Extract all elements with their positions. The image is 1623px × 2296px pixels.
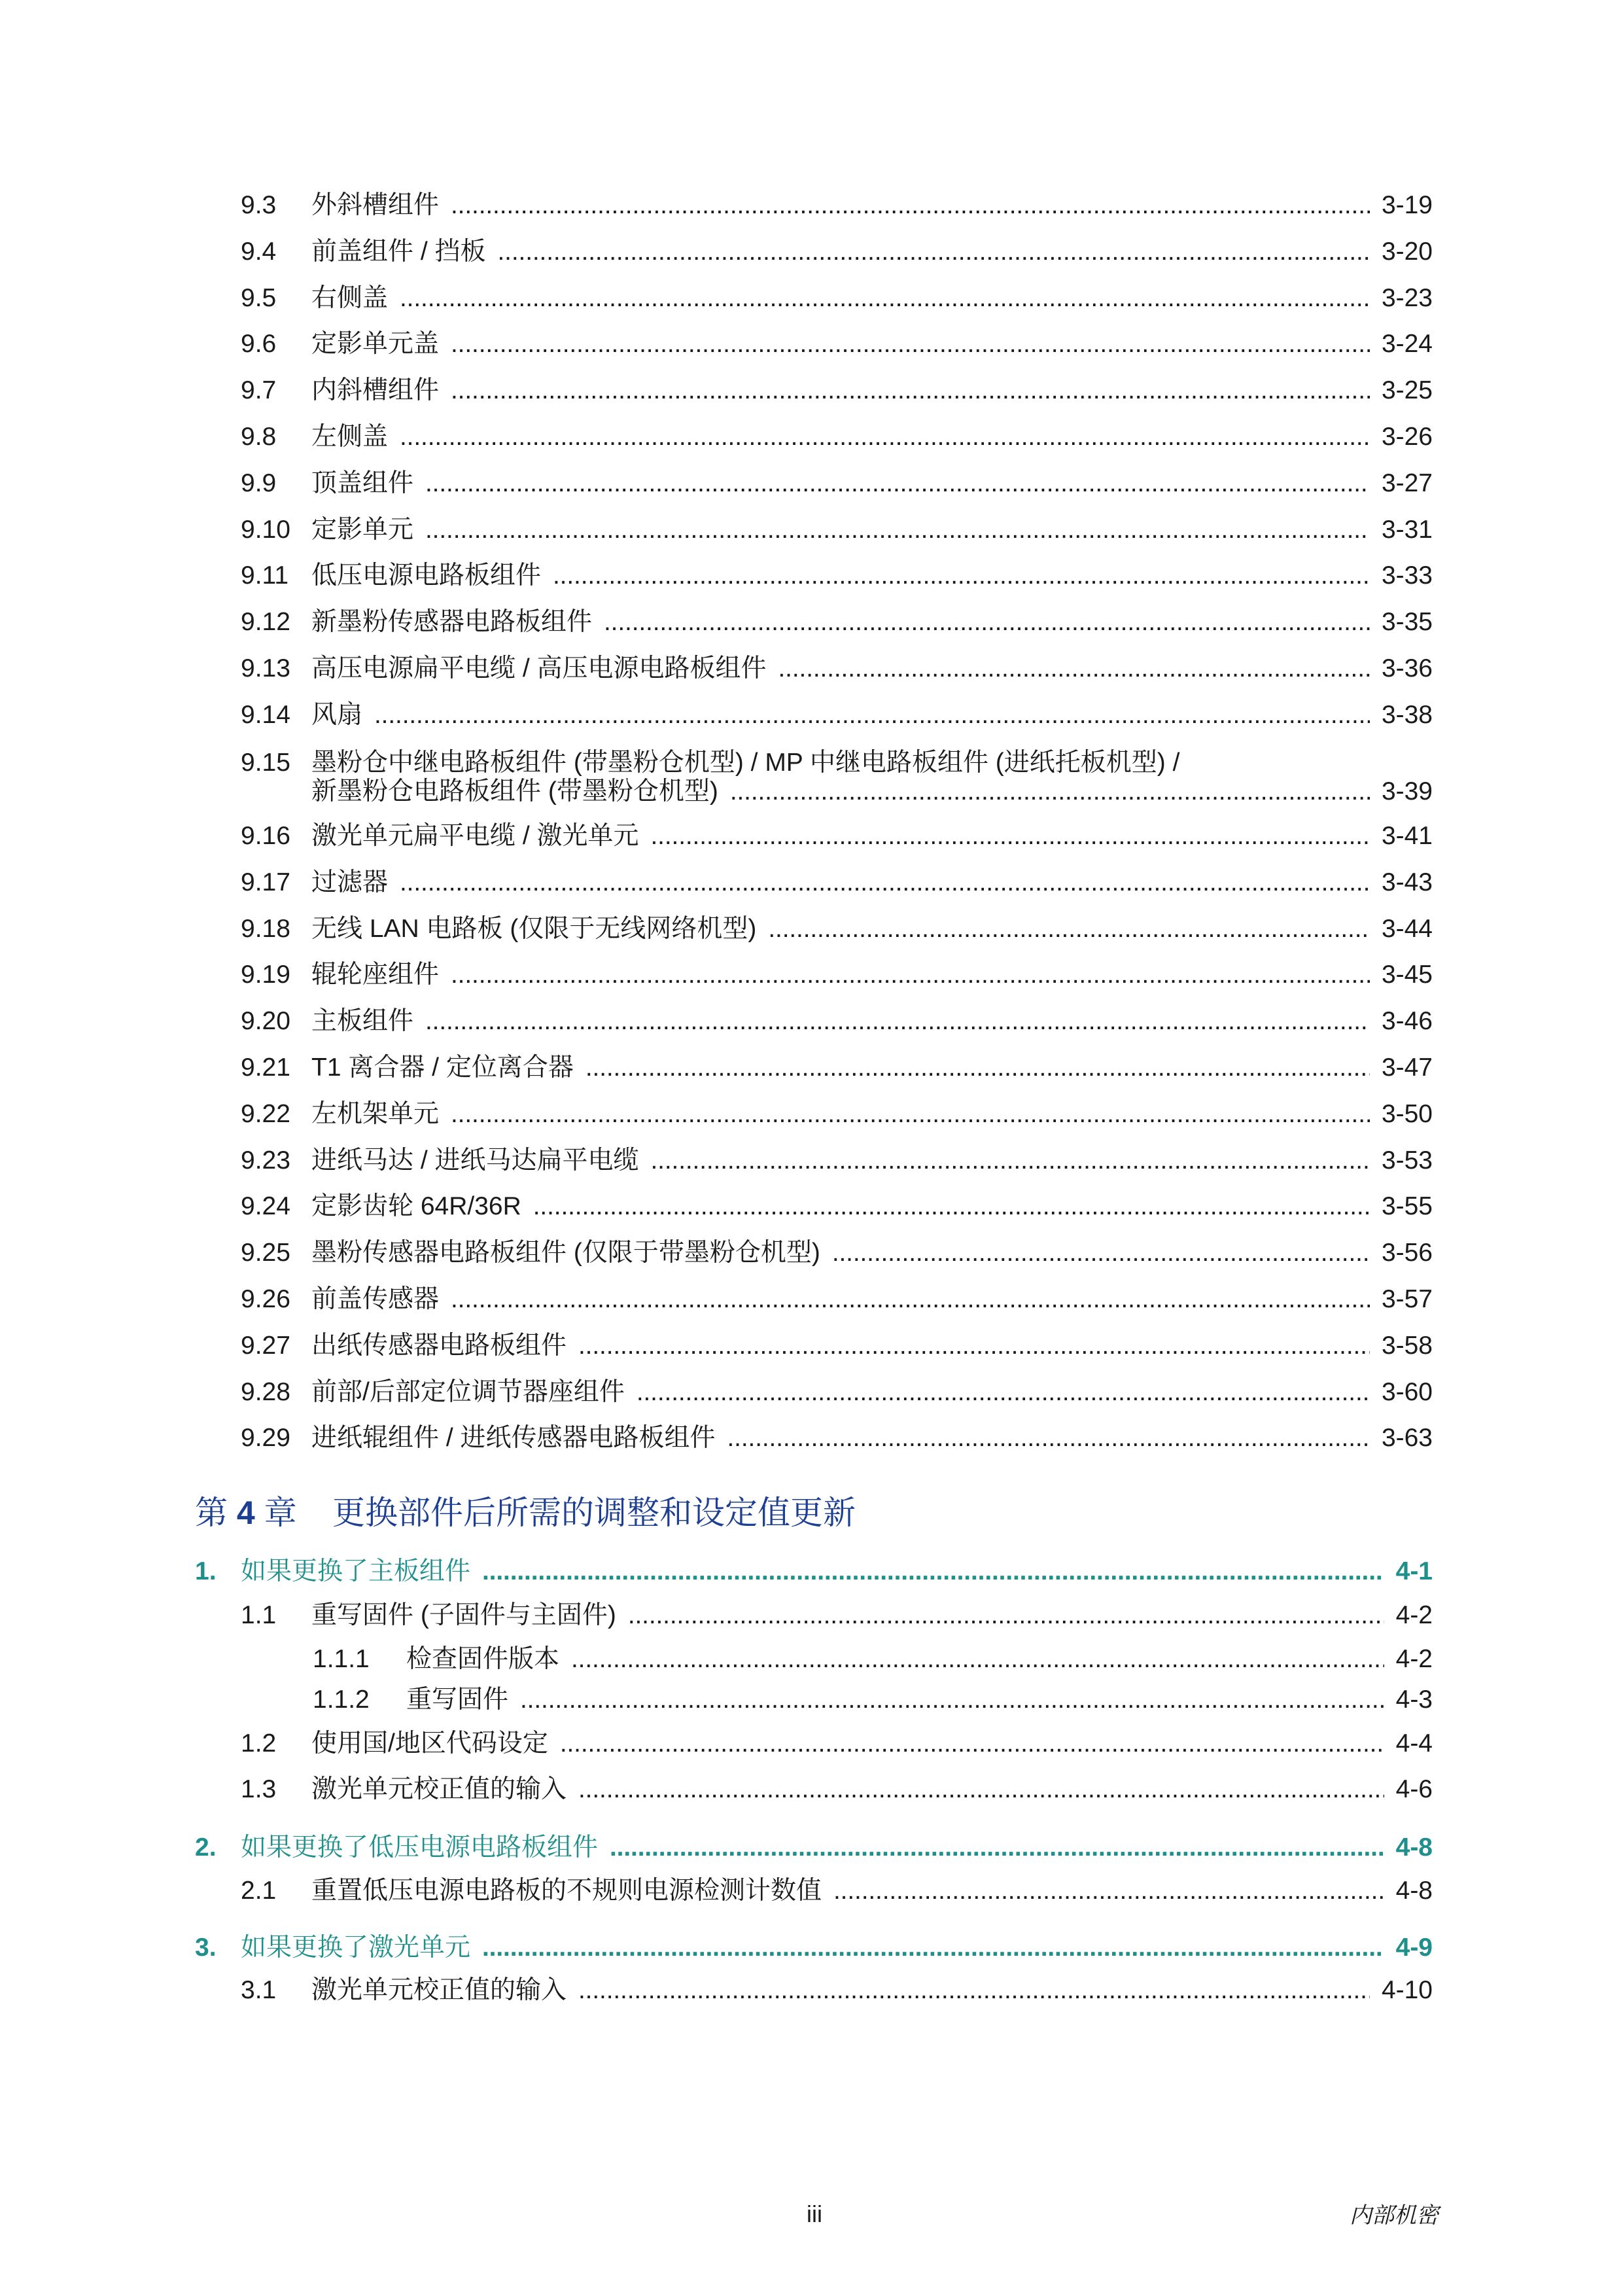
toc-entry-3-1[interactable] xyxy=(241,1975,1433,2006)
toc-entry-page: 4-2 xyxy=(1395,1645,1433,1673)
toc-entry-page: 3-63 xyxy=(1381,1424,1433,1453)
toc-entry-number: 9.18 xyxy=(241,914,290,943)
toc-entry-9-14[interactable] xyxy=(241,699,1433,731)
toc-entry-title: 无线 LAN 电路板 (仅限于无线网络机型) xyxy=(311,914,757,943)
toc-entry-number: 9.19 xyxy=(241,961,290,989)
toc-entry-9-3[interactable] xyxy=(241,190,1433,221)
toc-entry-page: 3-25 xyxy=(1381,376,1433,405)
toc-entry-9-26[interactable] xyxy=(241,1284,1433,1315)
toc-entry-page: 3-58 xyxy=(1381,1331,1433,1360)
toc-entry-number: 9.7 xyxy=(241,376,277,405)
toc-entry-9-7[interactable] xyxy=(241,375,1433,406)
toc-leader-dots xyxy=(833,1875,1384,1907)
toc-entry-page: 3-47 xyxy=(1381,1053,1433,1082)
toc-leader-dots xyxy=(637,1377,1370,1408)
toc-entry-page: 3-27 xyxy=(1381,468,1433,497)
toc-section-page: 4-8 xyxy=(1395,1833,1433,1862)
toc-entry-9-15[interactable] xyxy=(241,747,1433,779)
toc-leader-dots xyxy=(451,375,1370,406)
toc-section-page: 4-9 xyxy=(1395,1934,1433,1962)
toc-leader-dots xyxy=(768,913,1370,945)
toc-entry-title: 重置低压电源电路板的不规则电源检测计数值 xyxy=(311,1877,822,1905)
toc-entry-number: 9.26 xyxy=(241,1285,290,1313)
toc-entry-number: 1.1.1 xyxy=(313,1645,370,1673)
toc-leader-dots xyxy=(498,236,1370,268)
toc-leader-dots xyxy=(451,328,1370,360)
toc-entry-9-9[interactable] xyxy=(241,468,1433,499)
toc-entry-page: 3-55 xyxy=(1381,1192,1433,1221)
toc-entry-number: 9.6 xyxy=(241,330,277,359)
toc-entry-9-12[interactable] xyxy=(241,607,1433,638)
toc-leader-dots xyxy=(451,1099,1370,1130)
toc-entry-number: 9.22 xyxy=(241,1099,290,1128)
toc-section-2[interactable] xyxy=(195,1832,1433,1863)
toc-entry-number: 9.4 xyxy=(241,237,277,266)
toc-entry-title: 使用国/地区代码设定 xyxy=(311,1729,548,1757)
toc-entry-title: 进纸辊组件 / 进纸传感器电路板组件 xyxy=(311,1424,716,1453)
toc-entry-9-20[interactable] xyxy=(241,1006,1433,1037)
toc-section-title: 如果更换了主板组件 xyxy=(241,1557,471,1585)
toc-entry-title: 新墨粉传感器电路板组件 xyxy=(311,608,593,637)
toc-entry-page: 3-35 xyxy=(1381,608,1433,637)
toc-section-title: 如果更换了低压电源电路板组件 xyxy=(241,1833,599,1862)
toc-entry-number: 9.20 xyxy=(241,1007,290,1036)
toc-entry-page: 3-50 xyxy=(1381,1099,1433,1128)
toc-leader-dots xyxy=(400,421,1370,453)
toc-entry-title: 右侧盖 xyxy=(311,283,389,312)
toc-entry-page: 3-33 xyxy=(1381,561,1433,590)
toc-entry-page: 3-24 xyxy=(1381,330,1433,359)
toc-leader-dots xyxy=(425,1006,1370,1037)
toc-entry-number: 9.17 xyxy=(241,868,290,896)
footer-page-number: iii xyxy=(807,2200,822,2227)
toc-entry-number: 9.10 xyxy=(241,515,290,544)
toc-entry-page: 4-6 xyxy=(1395,1775,1433,1803)
toc-entry-page: 4-3 xyxy=(1395,1686,1433,1714)
toc-entry-page: 3-26 xyxy=(1381,423,1433,451)
toc-leader-dots xyxy=(832,1237,1370,1269)
toc-entry-9-17[interactable] xyxy=(241,867,1433,898)
toc-entry-title: T1 离合器 / 定位离合器 xyxy=(311,1053,574,1082)
toc-leader-dots xyxy=(400,283,1370,314)
toc-entry-9-27[interactable] xyxy=(241,1330,1433,1362)
toc-entry-title: 前盖组件 / 挡板 xyxy=(311,237,486,266)
toc-entry-number: 9.5 xyxy=(241,283,277,312)
toc-leader-dots xyxy=(585,1052,1370,1084)
toc-entry-number: 9.15 xyxy=(241,749,290,777)
toc-entry-title: 主板组件 xyxy=(311,1007,414,1036)
toc-entry-title: 过滤器 xyxy=(311,868,389,896)
toc-leader-dots xyxy=(578,1330,1370,1362)
toc-entry-9-21[interactable] xyxy=(241,1052,1433,1084)
toc-section-number: 2. xyxy=(195,1833,217,1862)
toc-entry-9-29[interactable] xyxy=(241,1422,1433,1454)
toc-section-page: 4-1 xyxy=(1395,1557,1433,1585)
toc-entry-title: 左机架单元 xyxy=(311,1099,440,1128)
toc-entry-page: 3-53 xyxy=(1381,1146,1433,1174)
toc-entry-page: 3-23 xyxy=(1381,283,1433,312)
toc-entry-1-1[interactable] xyxy=(241,1600,1433,1631)
toc-entry-number: 9.12 xyxy=(241,608,290,637)
toc-entry-number: 9.11 xyxy=(241,561,289,590)
toc-entry-title: 风扇 xyxy=(311,700,363,729)
toc-leader-dots xyxy=(578,1774,1384,1805)
toc-entry-number: 9.24 xyxy=(241,1192,290,1221)
toc-entry-page: 3-45 xyxy=(1381,961,1433,989)
toc-entry-number: 3.1 xyxy=(241,1976,277,2004)
toc-entry-number: 1.3 xyxy=(241,1775,277,1803)
toc-entry-number: 9.27 xyxy=(241,1331,290,1360)
toc-leader-dots xyxy=(651,821,1370,852)
toc-entry-9-22[interactable] xyxy=(241,1099,1433,1130)
toc-entry-page: 3-43 xyxy=(1381,868,1433,896)
toc-entry-page: 4-8 xyxy=(1395,1877,1433,1905)
toc-leader-dots xyxy=(730,776,1370,807)
toc-entry-9-10[interactable] xyxy=(241,514,1433,546)
toc-entry-number: 9.8 xyxy=(241,423,277,451)
toc-leader-dots xyxy=(778,653,1370,684)
toc-section-number: 3. xyxy=(195,1934,217,1962)
toc-leader-dots xyxy=(520,1684,1384,1716)
chapter-number xyxy=(195,1492,332,1534)
toc-entry-title: 高压电源扁平电缆 / 高压电源电路板组件 xyxy=(311,654,767,682)
toc-entry-title: 顶盖组件 xyxy=(311,468,414,497)
toc-entry-title: 外斜槽组件 xyxy=(311,191,440,219)
toc-entry-number: 9.9 xyxy=(241,468,277,497)
toc-entry-9-15-line2[interactable] xyxy=(241,776,1433,807)
toc-leader-dots xyxy=(610,1832,1384,1863)
chapter-label-num: 4 xyxy=(236,1494,255,1531)
toc-entry-title: 激光单元校正值的输入 xyxy=(311,1976,567,2004)
chapter-label-post: 章 xyxy=(264,1494,297,1531)
toc-entry-number: 1.2 xyxy=(241,1729,277,1757)
toc-entry-title-line1: 墨粉仓中继电路板组件 (带墨粉仓机型) / MP 中继电路板组件 (进纸托板机型) / xyxy=(311,749,1180,777)
toc-section-3[interactable] xyxy=(195,1932,1433,1964)
toc-entry-title: 墨粉传感器电路板组件 (仅限于带墨粉仓机型) xyxy=(311,1239,820,1267)
toc-leader-dots xyxy=(374,699,1370,731)
toc-entry-number: 9.28 xyxy=(241,1377,290,1406)
toc-entry-number: 1.1 xyxy=(241,1601,277,1629)
toc-leader-dots xyxy=(651,1145,1370,1176)
toc-entry-page: 3-31 xyxy=(1381,515,1433,544)
toc-entry-title: 检查固件版本 xyxy=(406,1645,560,1673)
toc-entry-page: 4-2 xyxy=(1395,1601,1433,1629)
toc-entry-1-1-1[interactable] xyxy=(313,1644,1433,1675)
toc-entry-page: 3-57 xyxy=(1381,1285,1433,1313)
toc-leader-dots xyxy=(482,1556,1384,1587)
toc-entry-title: 出纸传感器电路板组件 xyxy=(311,1331,567,1360)
toc-entry-page: 3-41 xyxy=(1381,822,1433,850)
toc-entry-title: 激光单元校正值的输入 xyxy=(311,1775,567,1803)
toc-entry-9-4[interactable] xyxy=(241,236,1433,268)
toc-entry-2-1[interactable] xyxy=(241,1875,1433,1907)
toc-entry-number: 1.1.2 xyxy=(313,1686,370,1714)
toc-leader-dots xyxy=(578,1975,1370,2006)
toc-entry-title: 辊轮座组件 xyxy=(311,961,440,989)
toc-entry-title: 重写固件 (子固件与主固件) xyxy=(311,1601,616,1629)
toc-leader-dots xyxy=(560,1728,1384,1759)
chapter-label-pre: 第 xyxy=(195,1494,228,1531)
toc-entry-1-2[interactable] xyxy=(241,1728,1433,1759)
toc-entry-title: 激光单元扁平电缆 / 激光单元 xyxy=(311,822,639,850)
toc-leader-dots xyxy=(400,867,1370,898)
toc-entry-page: 3-20 xyxy=(1381,237,1433,266)
toc-entry-title: 前盖传感器 xyxy=(311,1285,440,1313)
toc-entry-1-3[interactable] xyxy=(241,1774,1433,1805)
toc-entry-number: 2.1 xyxy=(241,1877,277,1905)
toc-entry-9-5[interactable] xyxy=(241,283,1433,314)
toc-entry-number: 9.13 xyxy=(241,654,290,682)
toc-entry-9-28[interactable] xyxy=(241,1377,1433,1408)
toc-entry-page: 3-56 xyxy=(1381,1239,1433,1267)
toc-leader-dots xyxy=(482,1932,1384,1964)
toc-entry-title: 定影齿轮 64R/36R xyxy=(311,1192,521,1221)
toc-leader-dots xyxy=(571,1644,1384,1675)
toc-entry-title: 左侧盖 xyxy=(311,423,389,451)
chapter-title: 更换部件后所需的调整和设定值更新 xyxy=(332,1494,856,1531)
toc-entry-page: 3-36 xyxy=(1381,654,1433,682)
toc-entry-page: 4-4 xyxy=(1395,1729,1433,1757)
toc-leader-dots xyxy=(425,514,1370,546)
toc-leader-dots xyxy=(553,560,1370,592)
toc-entry-9-13[interactable] xyxy=(241,653,1433,684)
toc-entry-number: 9.23 xyxy=(241,1146,290,1174)
toc-entry-9-16[interactable] xyxy=(241,821,1433,852)
toc-leader-dots xyxy=(451,959,1370,991)
toc-entry-9-18[interactable] xyxy=(241,913,1433,945)
toc-section-title: 如果更换了激光单元 xyxy=(241,1934,471,1962)
toc-entry-page: 3-19 xyxy=(1381,191,1433,219)
toc-entry-9-6[interactable] xyxy=(241,328,1433,360)
toc-leader-dots xyxy=(533,1191,1370,1222)
footer-confidential-label: 内部机密 xyxy=(1350,2202,1439,2229)
toc-entry-1-1-2[interactable] xyxy=(313,1684,1433,1716)
toc-entry-9-23[interactable] xyxy=(241,1145,1433,1176)
toc-entry-title: 低压电源电路板组件 xyxy=(311,561,542,590)
toc-entry-9-25[interactable] xyxy=(241,1237,1433,1269)
toc-section-number: 1. xyxy=(195,1557,217,1585)
toc-entry-number: 9.29 xyxy=(241,1424,290,1453)
toc-entry-number: 9.25 xyxy=(241,1239,290,1267)
toc-entry-9-11[interactable] xyxy=(241,560,1433,592)
toc-entry-title: 前部/后部定位调节器座组件 xyxy=(311,1377,625,1406)
toc-entry-9-8[interactable] xyxy=(241,421,1433,453)
toc-entry-page: 3-39 xyxy=(1381,777,1433,805)
toc-entry-number: 9.16 xyxy=(241,822,290,850)
toc-entry-number: 9.21 xyxy=(241,1053,290,1082)
toc-entry-page: 4-10 xyxy=(1381,1976,1433,2004)
toc-entry-title: 进纸马达 / 进纸马达扁平电缆 xyxy=(311,1146,639,1174)
toc-entry-number: 9.14 xyxy=(241,700,290,729)
toc-entry-9-24[interactable] xyxy=(241,1191,1433,1222)
chapter-4-heading xyxy=(195,1492,856,1534)
toc-leader-dots xyxy=(425,468,1370,499)
toc-leader-dots xyxy=(451,190,1370,221)
toc-entry-page: 3-44 xyxy=(1381,914,1433,943)
toc-entry-title-wrap xyxy=(311,747,1179,779)
toc-entry-title: 重写固件 xyxy=(406,1686,509,1714)
toc-leader-dots xyxy=(727,1422,1370,1454)
toc-entry-page: 3-60 xyxy=(1381,1377,1433,1406)
toc-entry-title: 定影单元 xyxy=(311,515,414,544)
toc-entry-title-line2: 新墨粉仓电路板组件 (带墨粉仓机型) xyxy=(311,777,718,805)
toc-entry-title: 内斜槽组件 xyxy=(311,376,440,405)
toc-entry-page: 3-46 xyxy=(1381,1007,1433,1036)
toc-entry-page: 3-38 xyxy=(1381,700,1433,729)
toc-leader-dots xyxy=(451,1284,1370,1315)
toc-entry-title: 定影单元盖 xyxy=(311,330,440,359)
toc-leader-dots xyxy=(604,607,1370,638)
toc-section-1[interactable] xyxy=(195,1556,1433,1587)
toc-entry-9-19[interactable] xyxy=(241,959,1433,991)
toc-leader-dots xyxy=(628,1600,1384,1631)
toc-entry-number: 9.3 xyxy=(241,191,277,219)
